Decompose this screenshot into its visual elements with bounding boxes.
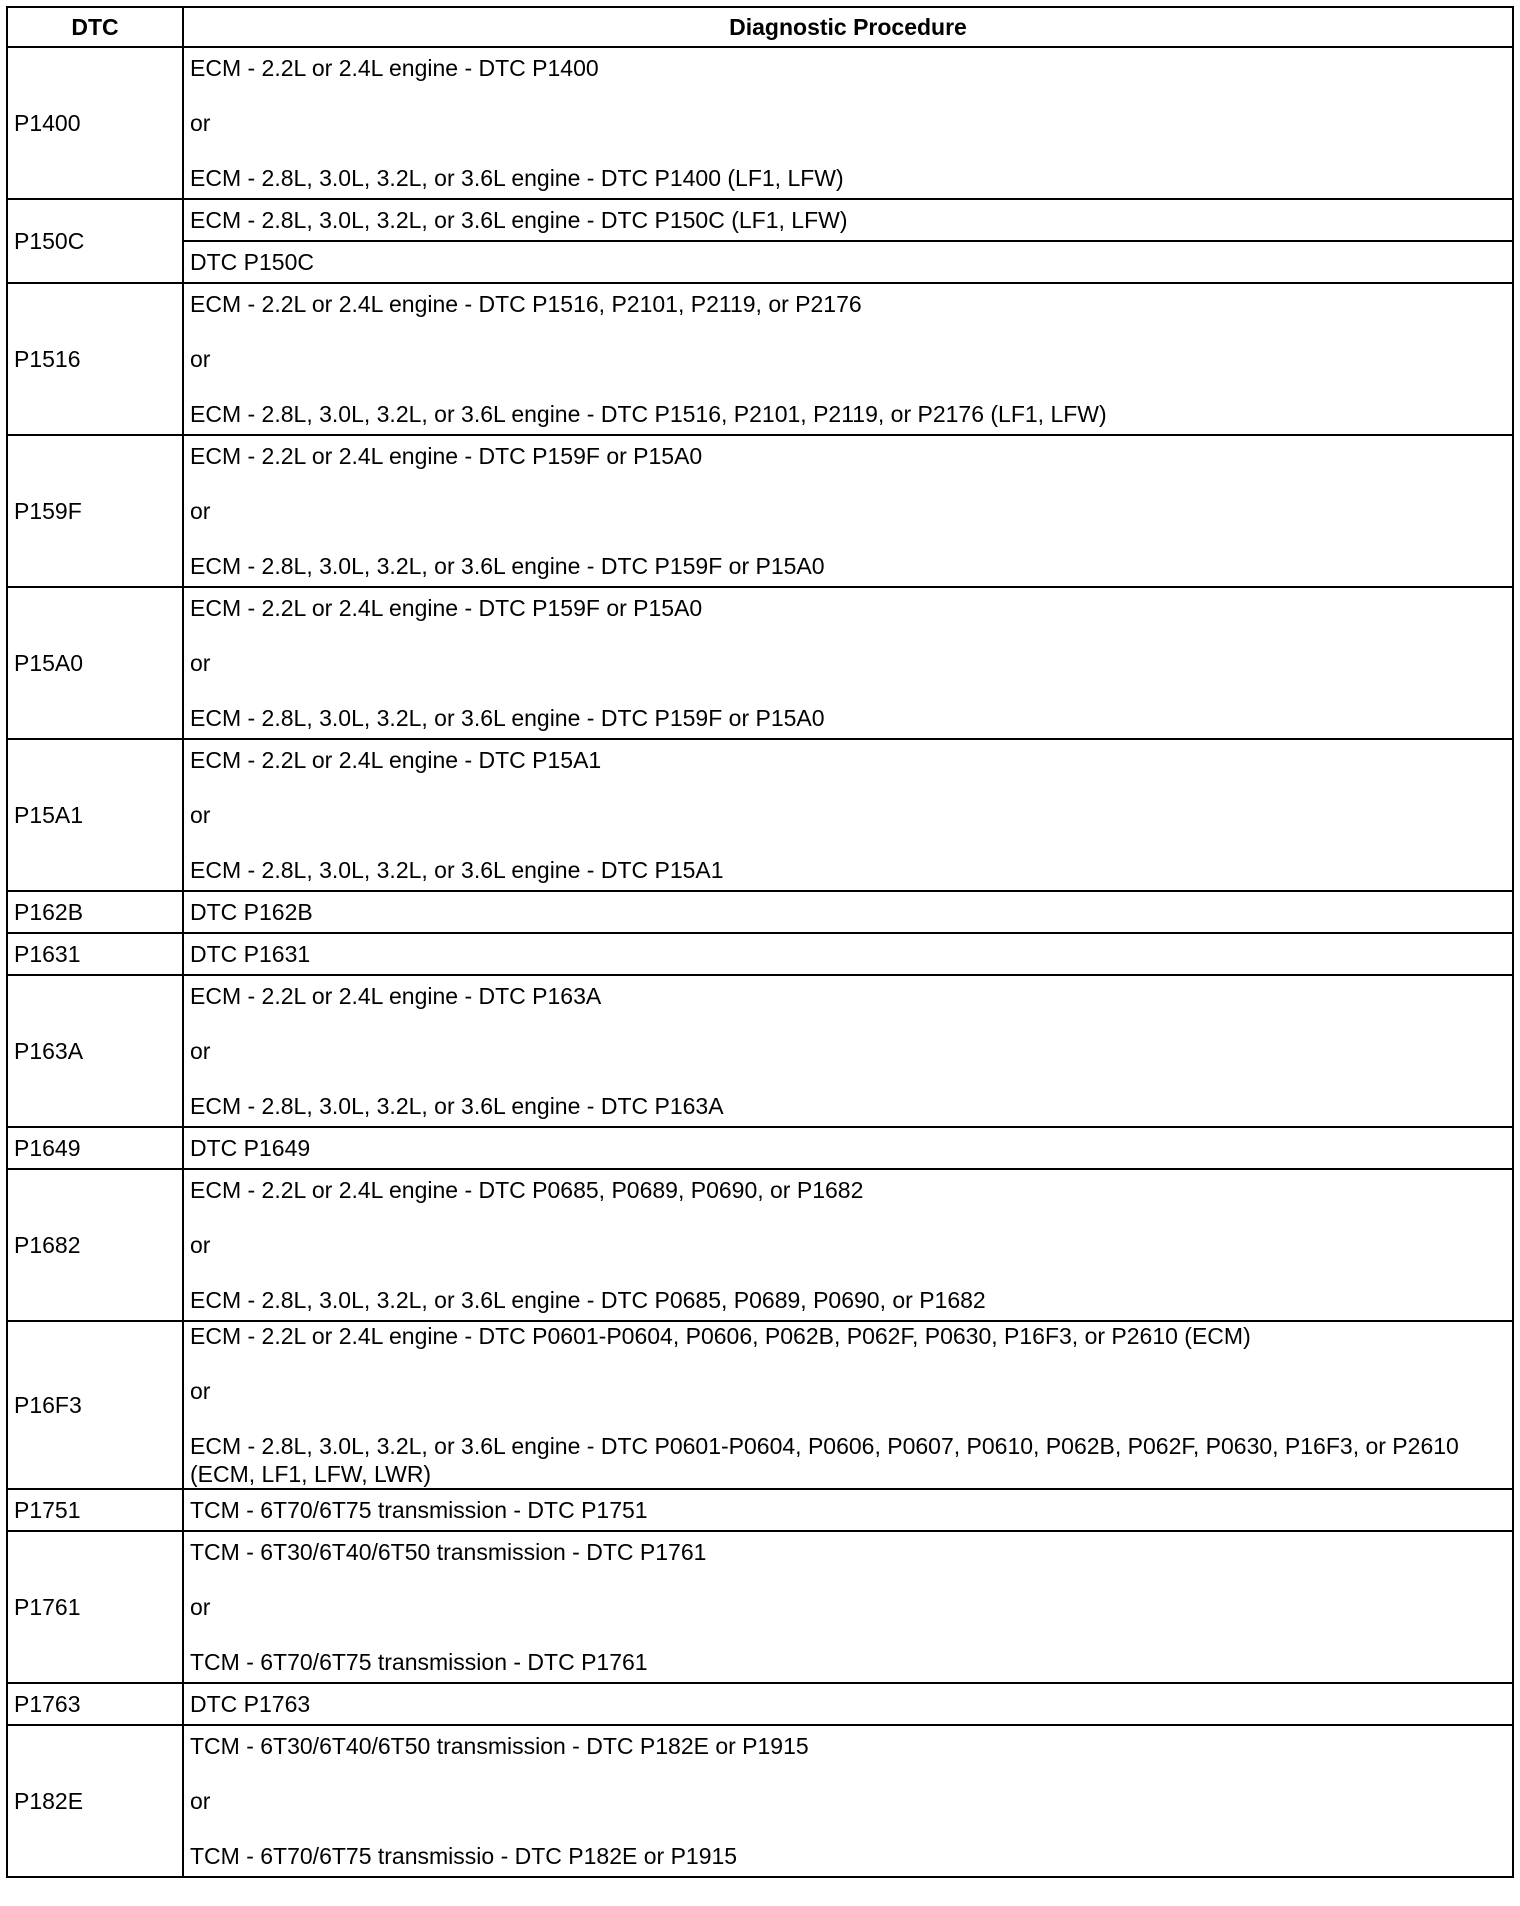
procedure-link[interactable]: ECM - 2.8L, 3.0L, 3.2L, or 3.6L engine - DTC P1400 (LF1, LFW) bbox=[190, 165, 844, 191]
procedure-link[interactable]: ECM - 2.8L, 3.0L, 3.2L, or 3.6L engine - DTC P0685, P0689, P0690, or P1682 bbox=[190, 1287, 986, 1313]
table-row bbox=[7, 1489, 1513, 1531]
procedure-link[interactable]: ECM - 2.2L or 2.4L engine - DTC P0601-P0604, P0606, P062B, P062F, P0630, P16F3, or P2610 (ECM) bbox=[190, 1323, 1251, 1349]
column-header-procedure: Diagnostic Procedure bbox=[183, 7, 1513, 47]
procedure-cell bbox=[183, 1531, 1513, 1683]
procedure-cell bbox=[183, 1725, 1513, 1877]
line-spacer bbox=[190, 1621, 1506, 1648]
procedure-or-text: or bbox=[190, 1788, 211, 1814]
procedure-cell bbox=[183, 739, 1513, 891]
dtc-code-cell: P162B bbox=[7, 891, 183, 933]
line-spacer bbox=[190, 318, 1506, 345]
procedure-or-text: or bbox=[190, 1038, 211, 1064]
procedure-link[interactable]: ECM - 2.2L or 2.4L engine - DTC P1400 bbox=[190, 55, 599, 81]
table-row bbox=[7, 1725, 1513, 1877]
dtc-code-cell: P150C bbox=[7, 199, 183, 283]
table-row bbox=[7, 435, 1513, 587]
line-spacer bbox=[190, 1259, 1506, 1286]
procedure-or-text: or bbox=[190, 802, 211, 828]
procedure-or-text: or bbox=[190, 650, 211, 676]
line-spacer bbox=[190, 774, 1506, 801]
line-spacer bbox=[190, 1065, 1506, 1092]
procedure-link[interactable]: TCM - 6T70/6T75 transmissio - DTC P182E or P1915 bbox=[190, 1843, 738, 1869]
table-row bbox=[7, 47, 1513, 199]
procedure-link[interactable]: ECM - 2.2L or 2.4L engine - DTC P159F or P15A0 bbox=[190, 443, 703, 469]
procedure-link[interactable]: ECM - 2.2L or 2.4L engine - DTC P159F or P15A0 bbox=[190, 595, 703, 621]
table-row bbox=[7, 587, 1513, 739]
procedure-link[interactable]: ECM - 2.8L, 3.0L, 3.2L, or 3.6L engine - DTC P163A bbox=[190, 1093, 724, 1119]
procedure-cell bbox=[183, 199, 1513, 241]
dtc-code-cell: P16F3 bbox=[7, 1321, 183, 1489]
procedure-link[interactable]: ECM - 2.8L, 3.0L, 3.2L, or 3.6L engine - DTC P15A1 bbox=[190, 857, 724, 883]
table-row bbox=[7, 1531, 1513, 1683]
dtc-code-cell: P1682 bbox=[7, 1169, 183, 1321]
line-spacer bbox=[190, 1204, 1506, 1231]
line-spacer bbox=[190, 677, 1506, 704]
procedure-or-text: or bbox=[190, 1594, 211, 1620]
procedure-cell bbox=[183, 1127, 1513, 1169]
procedure-link[interactable]: DTC P162B bbox=[190, 899, 313, 925]
procedure-cell bbox=[183, 975, 1513, 1127]
procedure-link[interactable]: DTC P1631 bbox=[190, 941, 311, 967]
procedure-link[interactable]: ECM - 2.8L, 3.0L, 3.2L, or 3.6L engine - DTC P150C (LF1, LFW) bbox=[190, 207, 848, 233]
line-spacer bbox=[190, 1815, 1506, 1842]
table-row bbox=[7, 739, 1513, 891]
table-row bbox=[7, 975, 1513, 1127]
line-spacer bbox=[190, 1760, 1506, 1787]
table-row bbox=[7, 1683, 1513, 1725]
dtc-code-cell: P1631 bbox=[7, 933, 183, 975]
table-row bbox=[7, 933, 1513, 975]
procedure-link[interactable]: ECM - 2.2L or 2.4L engine - DTC P163A bbox=[190, 983, 602, 1009]
procedure-cell bbox=[183, 47, 1513, 199]
table-row bbox=[7, 1321, 1513, 1489]
table-row bbox=[7, 199, 1513, 241]
table-row bbox=[7, 283, 1513, 435]
dtc-code-cell: P1516 bbox=[7, 283, 183, 435]
procedure-link[interactable]: ECM - 2.8L, 3.0L, 3.2L, or 3.6L engine - DTC P159F or P15A0 bbox=[190, 705, 825, 731]
procedure-link[interactable]: DTC P1649 bbox=[190, 1135, 311, 1161]
dtc-code-cell: P15A1 bbox=[7, 739, 183, 891]
procedure-cell bbox=[183, 1321, 1513, 1489]
line-spacer bbox=[190, 622, 1506, 649]
procedure-link[interactable]: DTC P150C bbox=[190, 249, 314, 275]
table-header-row bbox=[7, 7, 1513, 47]
procedure-link[interactable]: ECM - 2.8L, 3.0L, 3.2L, or 3.6L engine - DTC P0601-P0604, P0606, P0607, P0610, P062B, P062F, P0630, P16F3, or P2610 (ECM, LF1, LFW, LWR) bbox=[190, 1433, 1459, 1487]
dtc-code-cell: P182E bbox=[7, 1725, 183, 1877]
line-spacer bbox=[190, 525, 1506, 552]
procedure-cell bbox=[183, 1683, 1513, 1725]
procedure-link[interactable]: ECM - 2.2L or 2.4L engine - DTC P15A1 bbox=[190, 747, 602, 773]
procedure-or-text: or bbox=[190, 1378, 211, 1404]
dtc-code-cell: P1400 bbox=[7, 47, 183, 199]
line-spacer bbox=[190, 1566, 1506, 1593]
procedure-cell bbox=[183, 241, 1513, 283]
procedure-link[interactable]: ECM - 2.8L, 3.0L, 3.2L, or 3.6L engine - DTC P159F or P15A0 bbox=[190, 553, 825, 579]
dtc-code-cell: P163A bbox=[7, 975, 183, 1127]
line-spacer bbox=[190, 1405, 1506, 1432]
line-spacer bbox=[190, 1010, 1506, 1037]
procedure-cell bbox=[183, 891, 1513, 933]
procedure-link[interactable]: ECM - 2.2L or 2.4L engine - DTC P0685, P0689, P0690, or P1682 bbox=[190, 1177, 864, 1203]
procedure-cell bbox=[183, 283, 1513, 435]
procedure-link[interactable]: TCM - 6T70/6T75 transmission - DTC P1761 bbox=[190, 1649, 648, 1675]
line-spacer bbox=[190, 1350, 1506, 1377]
line-spacer bbox=[190, 829, 1506, 856]
procedure-or-text: or bbox=[190, 498, 211, 524]
line-spacer bbox=[190, 137, 1506, 164]
procedure-link[interactable]: TCM - 6T30/6T40/6T50 transmission - DTC P182E or P1915 bbox=[190, 1733, 809, 1759]
procedure-link[interactable]: TCM - 6T30/6T40/6T50 transmission - DTC P1761 bbox=[190, 1539, 707, 1565]
dtc-code-cell: P1751 bbox=[7, 1489, 183, 1531]
line-spacer bbox=[190, 82, 1506, 109]
procedure-or-text: or bbox=[190, 1232, 211, 1258]
table-row bbox=[7, 891, 1513, 933]
dtc-procedure-table bbox=[6, 6, 1514, 1878]
procedure-link[interactable]: ECM - 2.8L, 3.0L, 3.2L, or 3.6L engine - DTC P1516, P2101, P2119, or P2176 (LF1, LFW) bbox=[190, 401, 1107, 427]
dtc-table-container bbox=[6, 6, 1512, 1896]
column-header-dtc: DTC bbox=[7, 7, 183, 47]
procedure-link[interactable]: DTC P1763 bbox=[190, 1691, 311, 1717]
dtc-code-cell: P1761 bbox=[7, 1531, 183, 1683]
procedure-cell bbox=[183, 1169, 1513, 1321]
procedure-cell bbox=[183, 933, 1513, 975]
procedure-link[interactable]: ECM - 2.2L or 2.4L engine - DTC P1516, P2101, P2119, or P2176 bbox=[190, 291, 862, 317]
line-spacer bbox=[190, 470, 1506, 497]
line-spacer bbox=[190, 373, 1506, 400]
table-body bbox=[7, 47, 1513, 1877]
procedure-link[interactable]: TCM - 6T70/6T75 transmission - DTC P1751 bbox=[190, 1497, 648, 1523]
table-row bbox=[7, 241, 1513, 283]
table-row bbox=[7, 1169, 1513, 1321]
table-row bbox=[7, 1127, 1513, 1169]
procedure-cell bbox=[183, 435, 1513, 587]
procedure-cell bbox=[183, 587, 1513, 739]
dtc-code-cell: P15A0 bbox=[7, 587, 183, 739]
procedure-or-text: or bbox=[190, 346, 211, 372]
procedure-or-text: or bbox=[190, 110, 211, 136]
dtc-code-cell: P1649 bbox=[7, 1127, 183, 1169]
dtc-code-cell: P1763 bbox=[7, 1683, 183, 1725]
procedure-cell bbox=[183, 1489, 1513, 1531]
dtc-code-cell: P159F bbox=[7, 435, 183, 587]
